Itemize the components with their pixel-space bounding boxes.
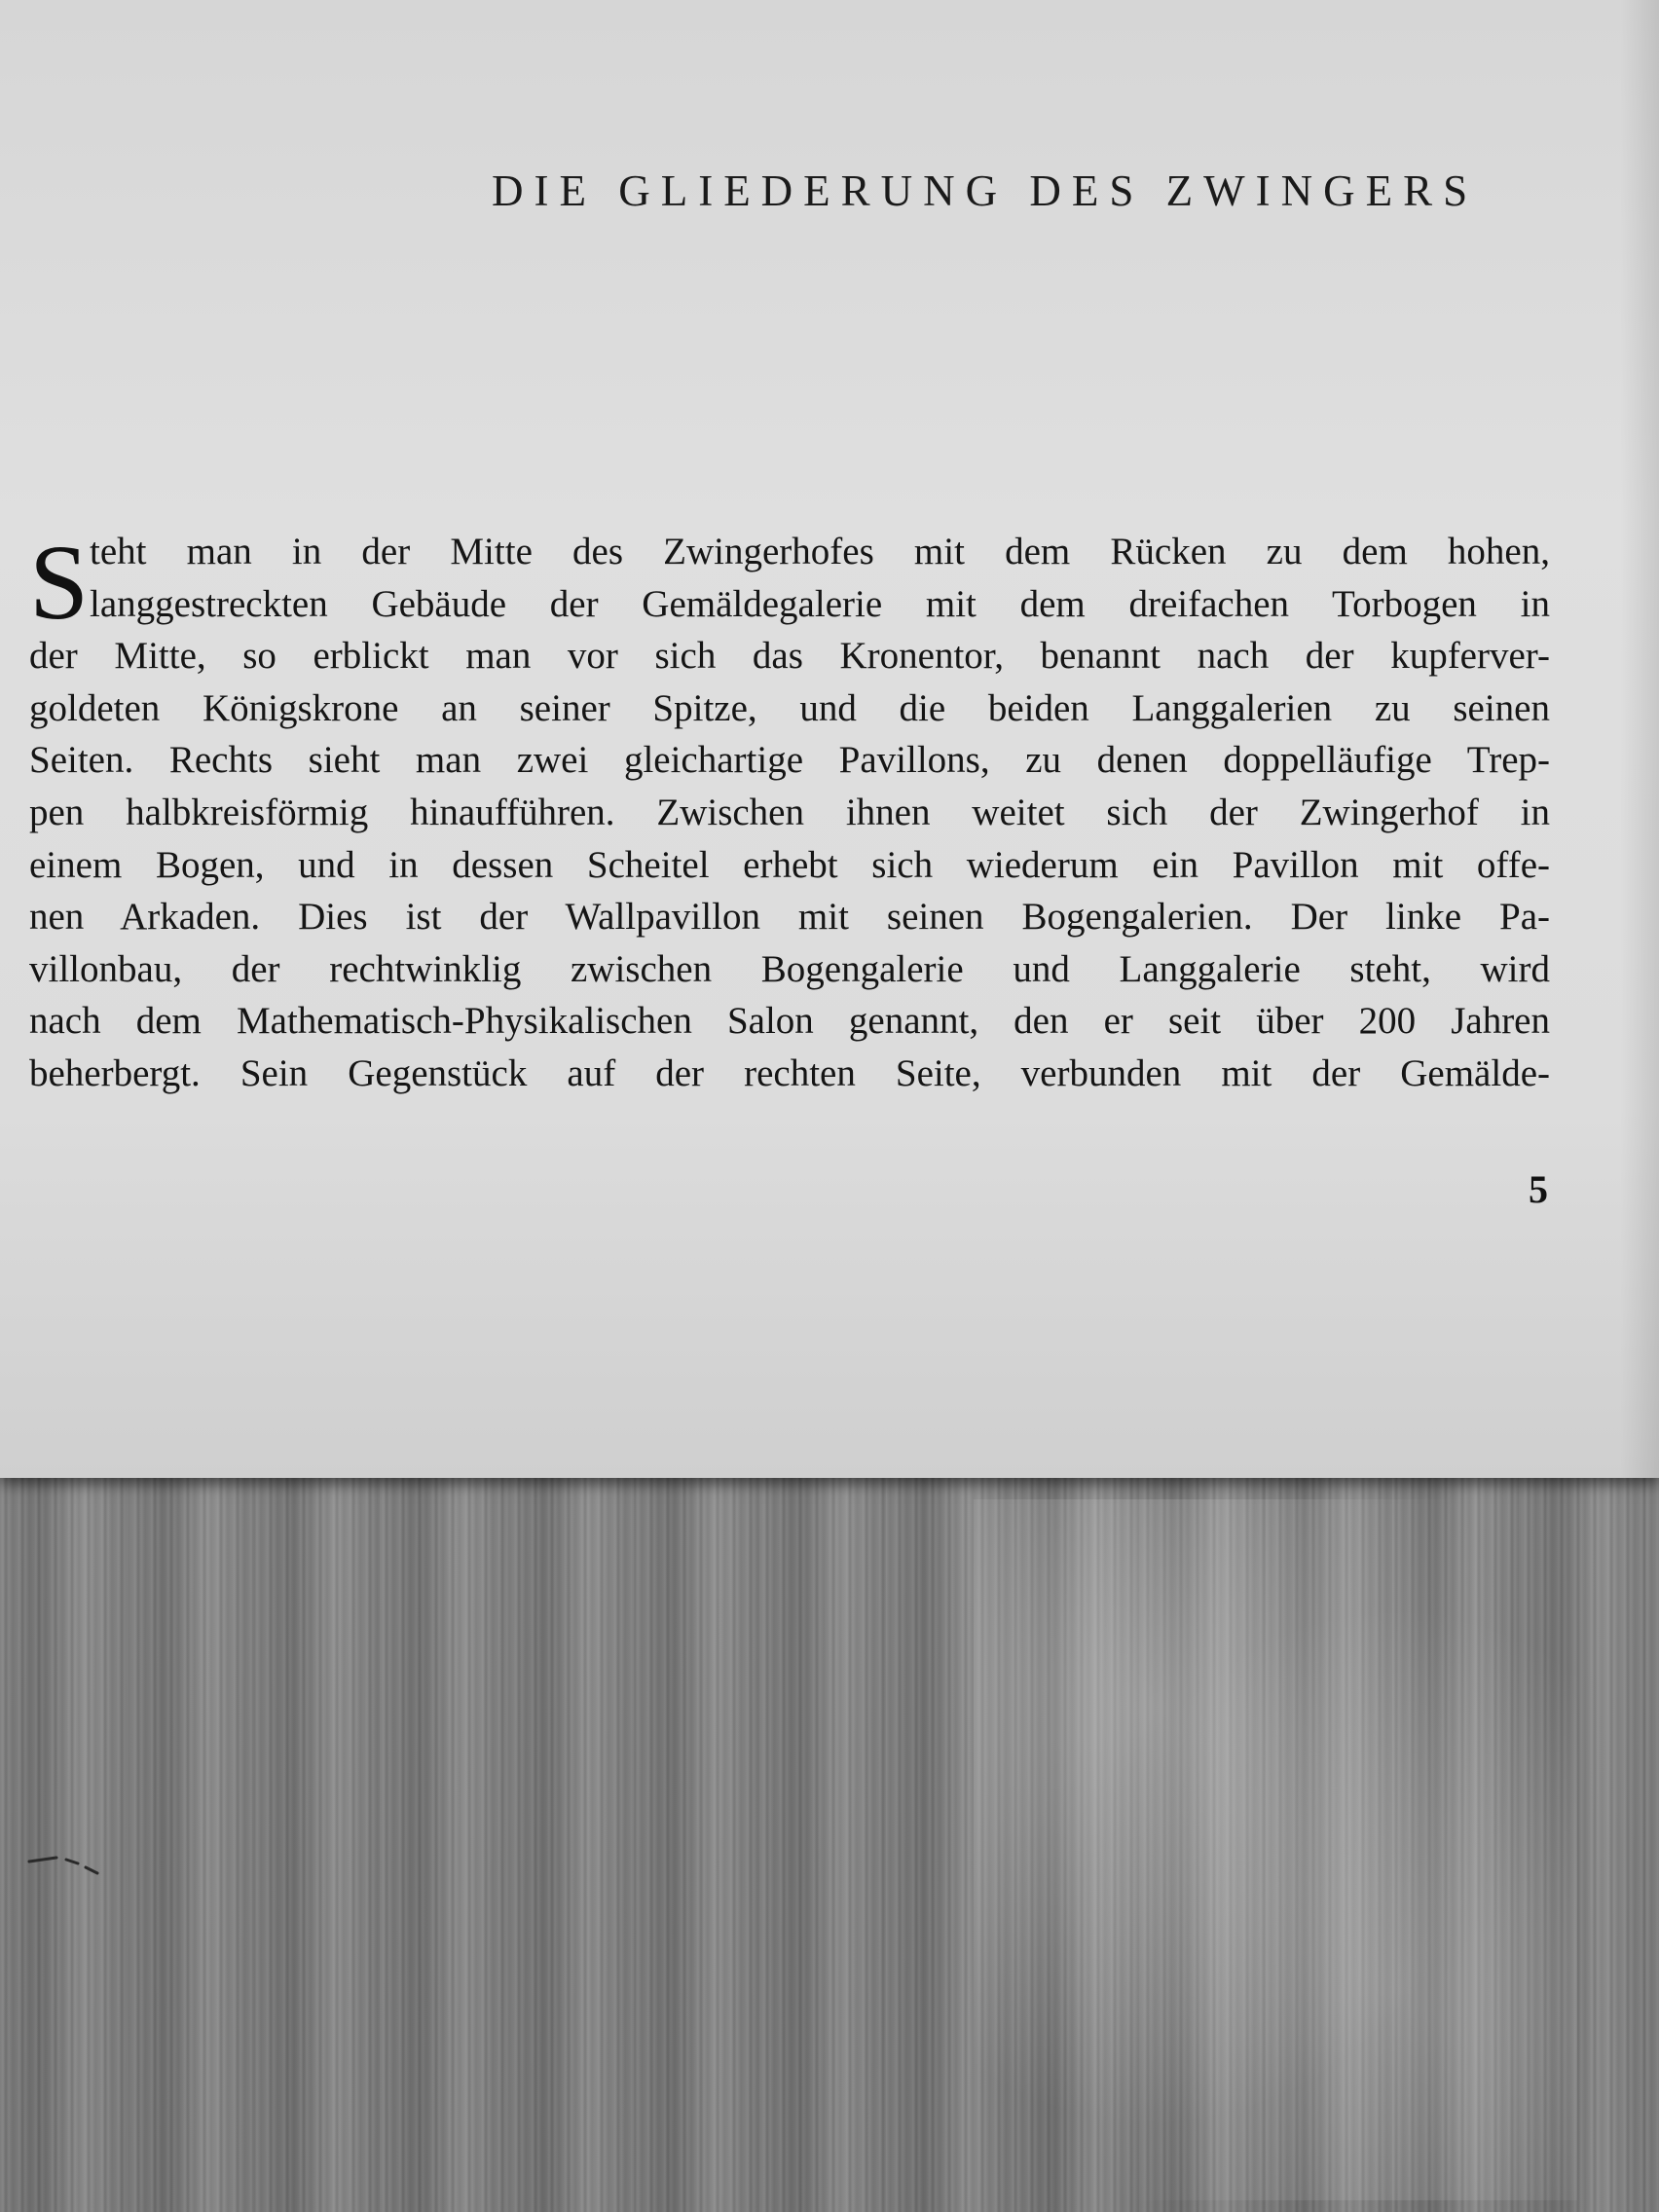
surface-mark [27,1850,115,1879]
page-edge-shadow [1620,0,1659,1478]
chapter-heading: DIE GLIEDERUNG DES ZWINGERS [492,166,1479,215]
page-number: 5 [1529,1167,1548,1211]
text-line: villonbau, der rechtwinklig zwischen Bogengalerie und Langgalerie steht, wird [29,947,1550,990]
text-line: Seiten. Rechts sieht man zwei gleichartige Pavillons, zu denen doppelläufige Trep- [29,739,1550,782]
body-paragraph [29,523,1550,1100]
text-line: nen Arkaden. Dies ist der Wallpavillon mit seinen Bogengalerien. Der linke Pa- [29,896,1550,939]
text-line: langgestreckten Gebäude der Gemäldegalerie mit dem dreifachen Torbogen in [90,582,1550,625]
text-line: pen halbkreisförmig hinaufführen. Zwischen ihnen weitet sich der Zwingerhof in [29,791,1550,833]
text-line: teht man in der Mitte des Zwingerhofes mit dem Rücken zu dem hohen, [90,531,1550,572]
text-line: der Mitte, so erblickt man vor sich das Kronentor, benannt nach der kupferver- [29,635,1550,678]
text-line: einem Bogen, und in dessen Scheitel erhebt sich wiederum ein Pavillon mit offe- [29,843,1550,886]
text-line: nach dem Mathematisch-Physikalischen Salon genannt, den er seit über 200 Jahren [29,1000,1550,1043]
wood-texture-highlight [974,1499,1577,2200]
text-line: goldeten Königskrone an seiner Spitze, und die beiden Langgalerien zu seinen [29,686,1550,729]
drop-cap-letter: S [29,523,90,642]
text-line: beherbergt. Sein Gegenstück auf der rechten Seite, verbunden mit der Gemälde- [29,1051,1550,1094]
